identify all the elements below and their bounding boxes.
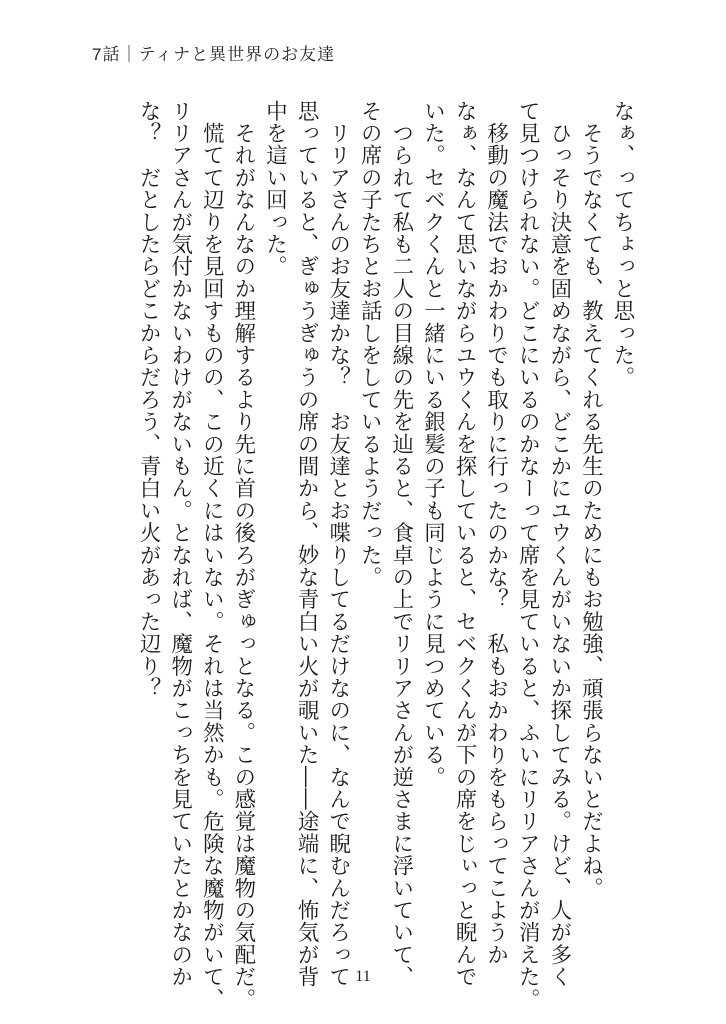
- text-line: 思っていると、ぎゅうぎゅうの席の間から、妙な青白い火が覗いた――途端に、怖気が背: [294, 100, 320, 988]
- body-text: [78, 100, 638, 1011]
- text-line: つられて私も二人の目線の先を辿ると、食卓の上でリリアさんが逆さまに浮いていて、: [388, 100, 414, 988]
- text-line: そうでなくても、教えてくれる先生のためにもお勉強、頑張らないとだよね。: [578, 100, 604, 900]
- running-title: 7話｜ティナと異世界のお友達: [92, 45, 336, 64]
- text-line: 中を這い回った。: [262, 100, 288, 278]
- text-line: なぁ、なんて思いながらユウくんを探していると、セベクくんが下の席をじぃっと睨んで: [452, 100, 478, 988]
- text-line: リリアさんのお友達かな？ お友達とお喋りしてるだけなのに、なんで睨むんだろって: [325, 100, 351, 988]
- text-line: リリアさんが気付かないわけがないもん。となれば、魔物がこっちを見ていたとかなのか: [167, 100, 193, 988]
- text-line: て見つけられない。どこにいるのかなーって席を見ていると、ふいにリリアさんが消えた。: [515, 100, 541, 1011]
- page-number: 11: [355, 968, 371, 985]
- text-line: なぁ、ってちょっと思った。: [610, 100, 635, 389]
- text-line: な？ だとしたらどこからだろう、青白い火があった辺り？: [136, 100, 162, 700]
- text-line: いた。セベクくんと一緒にいる銀髪の子も同じように見つめている。: [420, 100, 446, 789]
- text-line: ひっそり決意を固めながら、どこかにユウくんがいないか探してみる。けど、人が多く: [546, 100, 572, 988]
- text-line: それがなんなのか理解するより先に首の後ろがぎゅっとなる。この感覚は魔物の気配だ。: [230, 100, 256, 1011]
- text-line: 慌てて辺りを見回すものの、この近くにはいない。それは当然かも。危険な魔物がいて、: [199, 100, 225, 1011]
- text-line: 移動の魔法でおかわりでも取りに行ったのかな？ 私もおかわりをもらってこようか: [483, 100, 509, 966]
- text-line: その席の子たちとお話しをしているようだった。: [357, 100, 383, 589]
